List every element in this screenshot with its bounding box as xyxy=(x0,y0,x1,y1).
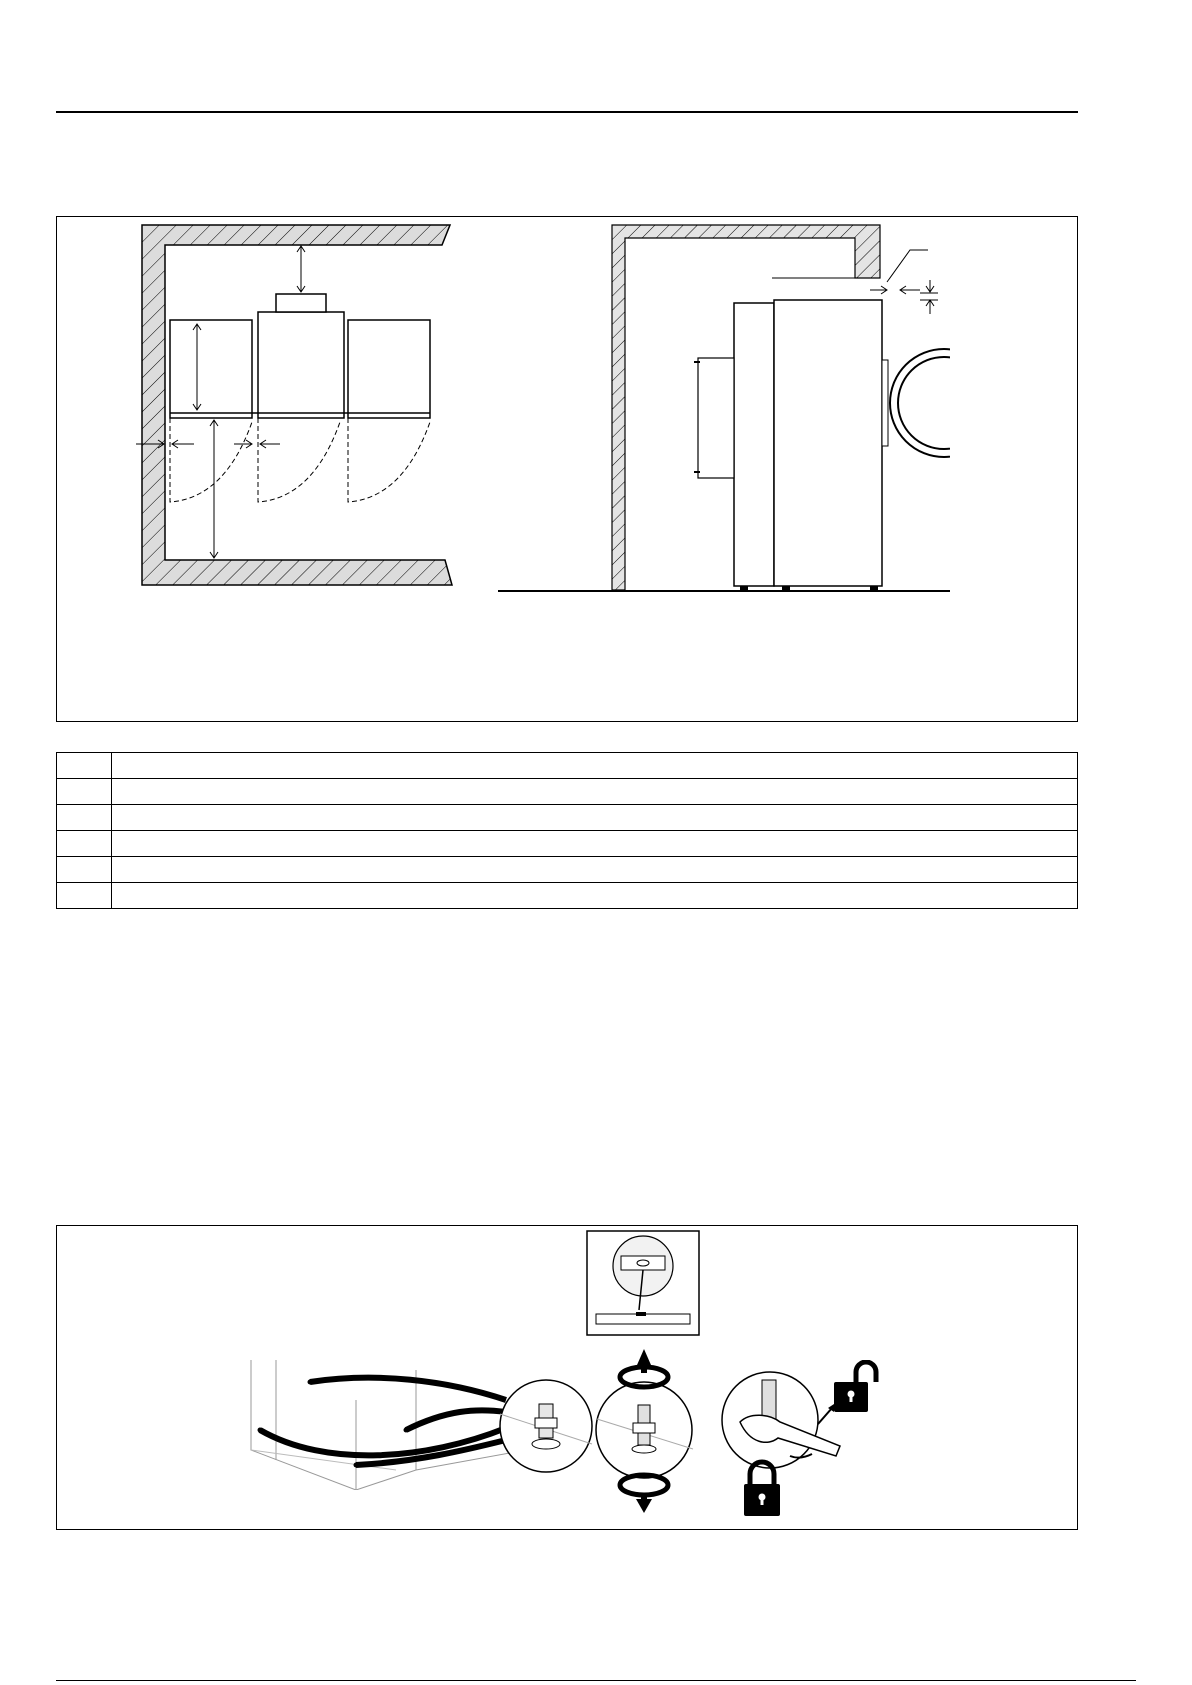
footer-rule xyxy=(56,1680,1136,1681)
wrench-lock-diagram xyxy=(720,1360,910,1530)
legend-text xyxy=(112,857,1078,883)
table-row xyxy=(57,779,1078,805)
lock-icon xyxy=(744,1462,780,1516)
legend-key xyxy=(57,753,112,779)
top-view-diagram xyxy=(130,220,470,600)
rotate-down-arrow-icon xyxy=(620,1475,668,1513)
legend-key xyxy=(57,831,112,857)
machine-base-diagram xyxy=(246,1350,526,1490)
adjust-foot-diagram xyxy=(589,1345,699,1515)
side-view-diagram xyxy=(490,220,950,600)
legend-text xyxy=(112,831,1078,857)
legend-key xyxy=(57,883,112,909)
legend-text xyxy=(112,753,1078,779)
legend-text xyxy=(112,883,1078,909)
table-row xyxy=(57,805,1078,831)
foot-closeup-diagram xyxy=(498,1378,594,1474)
level-icon xyxy=(586,1230,700,1336)
header-rule xyxy=(56,111,1078,113)
unlock-icon xyxy=(834,1362,876,1412)
table-row xyxy=(57,753,1078,779)
table-row xyxy=(57,831,1078,857)
legend-text xyxy=(112,779,1078,805)
table-row xyxy=(57,857,1078,883)
legend-text xyxy=(112,805,1078,831)
table-row xyxy=(57,883,1078,909)
legend-table xyxy=(56,752,1078,909)
legend-key xyxy=(57,779,112,805)
legend-key xyxy=(57,805,112,831)
legend-key xyxy=(57,857,112,883)
